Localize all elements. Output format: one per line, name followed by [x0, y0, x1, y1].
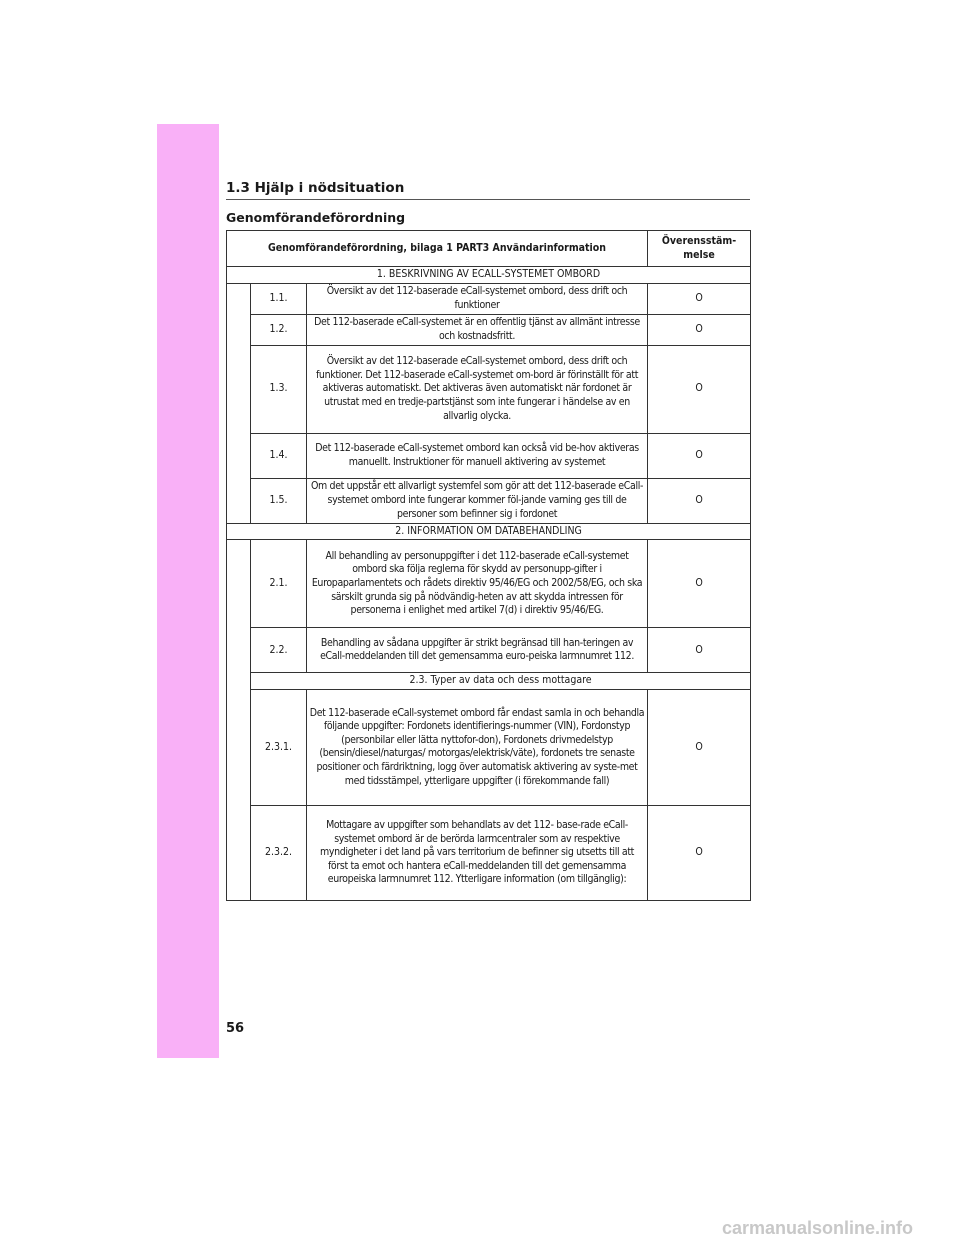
table-row	[227, 345, 751, 433]
table-row	[227, 314, 751, 345]
table-row	[227, 433, 751, 478]
row-conformity: O	[648, 805, 751, 900]
row-text: Översikt av det 112-baserade eCall-systemet ombord, dess drift och funktioner. Det 112-baserade eCall-systemet om-bord är förinställt för att aktiveras automatiskt. Det aktiveras även automatiskt när fordonet är utrustat med en tredje-partstjänst som inte fungerar i händelse av en allvarlig olycka.	[307, 345, 648, 433]
table-row	[227, 689, 751, 805]
section-title: 1.3 Hjälp i nödsituation	[226, 180, 750, 200]
row-conformity: O	[648, 433, 751, 478]
table-row	[227, 628, 751, 673]
row-text: Behandling av sådana uppgifter är strikt begränsad till han-teringen av eCall-meddelanden till det gemensamma euro-peiska larmnumret 112.	[307, 628, 648, 673]
row-conformity: O	[648, 283, 751, 314]
row-conformity: O	[648, 689, 751, 805]
row-conformity: O	[648, 478, 751, 523]
row-number: 1.3.	[251, 345, 307, 433]
table-row	[227, 283, 751, 314]
table-title: Genomförandeförordning	[226, 210, 406, 225]
row-text: Om det uppstår ett allvarligt systemfel som gör att det 112-baserade eCall-systemet ombord inte fungerar kommer föl-jande varning ges till de personer som befinner sig i fordonet	[307, 478, 648, 523]
row-text: All behandling av personuppgifter i det 112-baserade eCall-systemet ombord ska följa reglerna för skydd av personupp-gifter i Europaparlamentets och rådets direktiv 95/46/EG och 2002/58/EG, och ska särskilt grunda sig på nödvändig-heten av att skydda intressen för personerna i enlighet med artikel 7(d) i direktiv 95/46/EG.	[307, 540, 648, 628]
subgroup-title-row	[227, 673, 751, 690]
row-conformity: O	[648, 314, 751, 345]
table-row	[227, 805, 751, 900]
row-number: 1.5.	[251, 478, 307, 523]
group-title-row	[227, 523, 751, 540]
header-main: Genomförandeförordning, bilaga 1 PART3 Användarinformation	[227, 231, 648, 267]
indent-cell	[227, 540, 251, 901]
row-text: Det 112-baserade eCall-systemet ombord får endast samla in och behandla följande uppgifter: Fordonets identifierings-nummer (VIN), Fordonstyp (personbilar eller lätta nyttofor-don), Fordonets drivmedelstyp (bensin/diesel/naturgas/ motorgas/elektrisk/väte), fordonets tre senaste positioner och färdriktning, logg över automatisk aktivering av syste-met med tidsstämpel, ytterligare uppgifter (i förekommande fall)	[307, 689, 648, 805]
row-text: Det 112-baserade eCall-systemet ombord kan också vid be-hov aktiveras manuellt. Instruktioner för manuell aktivering av systemet	[307, 433, 648, 478]
group-title: 2. INFORMATION OM DATABEHANDLING	[227, 523, 751, 540]
row-text: Översikt av det 112-baserade eCall-systemet ombord, dess drift och funktioner	[307, 283, 648, 314]
page-number: 56	[226, 1021, 245, 1036]
row-conformity: O	[648, 540, 751, 628]
row-number: 2.3.2.	[251, 805, 307, 900]
row-number: 2.3.1.	[251, 689, 307, 805]
header-conformity: Överensstäm-melse	[648, 231, 751, 267]
group-title: 1. BESKRIVNING AV ECALL-SYSTEMET OMBORD	[227, 267, 751, 284]
row-conformity: O	[648, 345, 751, 433]
group-title-row	[227, 267, 751, 284]
table-header-row	[227, 231, 751, 267]
table-row	[227, 540, 751, 628]
row-text: Det 112-baserade eCall-systemet är en offentlig tjänst av allmänt intresse och kostnadsfritt.	[307, 314, 648, 345]
row-text: Mottagare av uppgifter som behandlats av det 112- base-rade eCall-systemet ombord är de berörda larmcentraler som av respektive myndigheter i det land på vars territorium de befinner sig utsetts till att först ta emot och hantera eCall-meddelanden till det gemensamma europeiska larmnumret 112. Ytterligare information (om tillgänglig):	[307, 805, 648, 900]
indent-cell	[227, 283, 251, 523]
table-row	[227, 478, 751, 523]
subgroup-title: 2.3. Typer av data och dess mottagare	[251, 673, 751, 690]
row-number: 1.2.	[251, 314, 307, 345]
row-number: 2.1.	[251, 540, 307, 628]
row-number: 1.4.	[251, 433, 307, 478]
row-number: 2.2.	[251, 628, 307, 673]
row-number: 1.1.	[251, 283, 307, 314]
watermark: carmanualsonline.info	[722, 1218, 914, 1238]
row-conformity: O	[648, 628, 751, 673]
regulation-table	[226, 230, 751, 901]
